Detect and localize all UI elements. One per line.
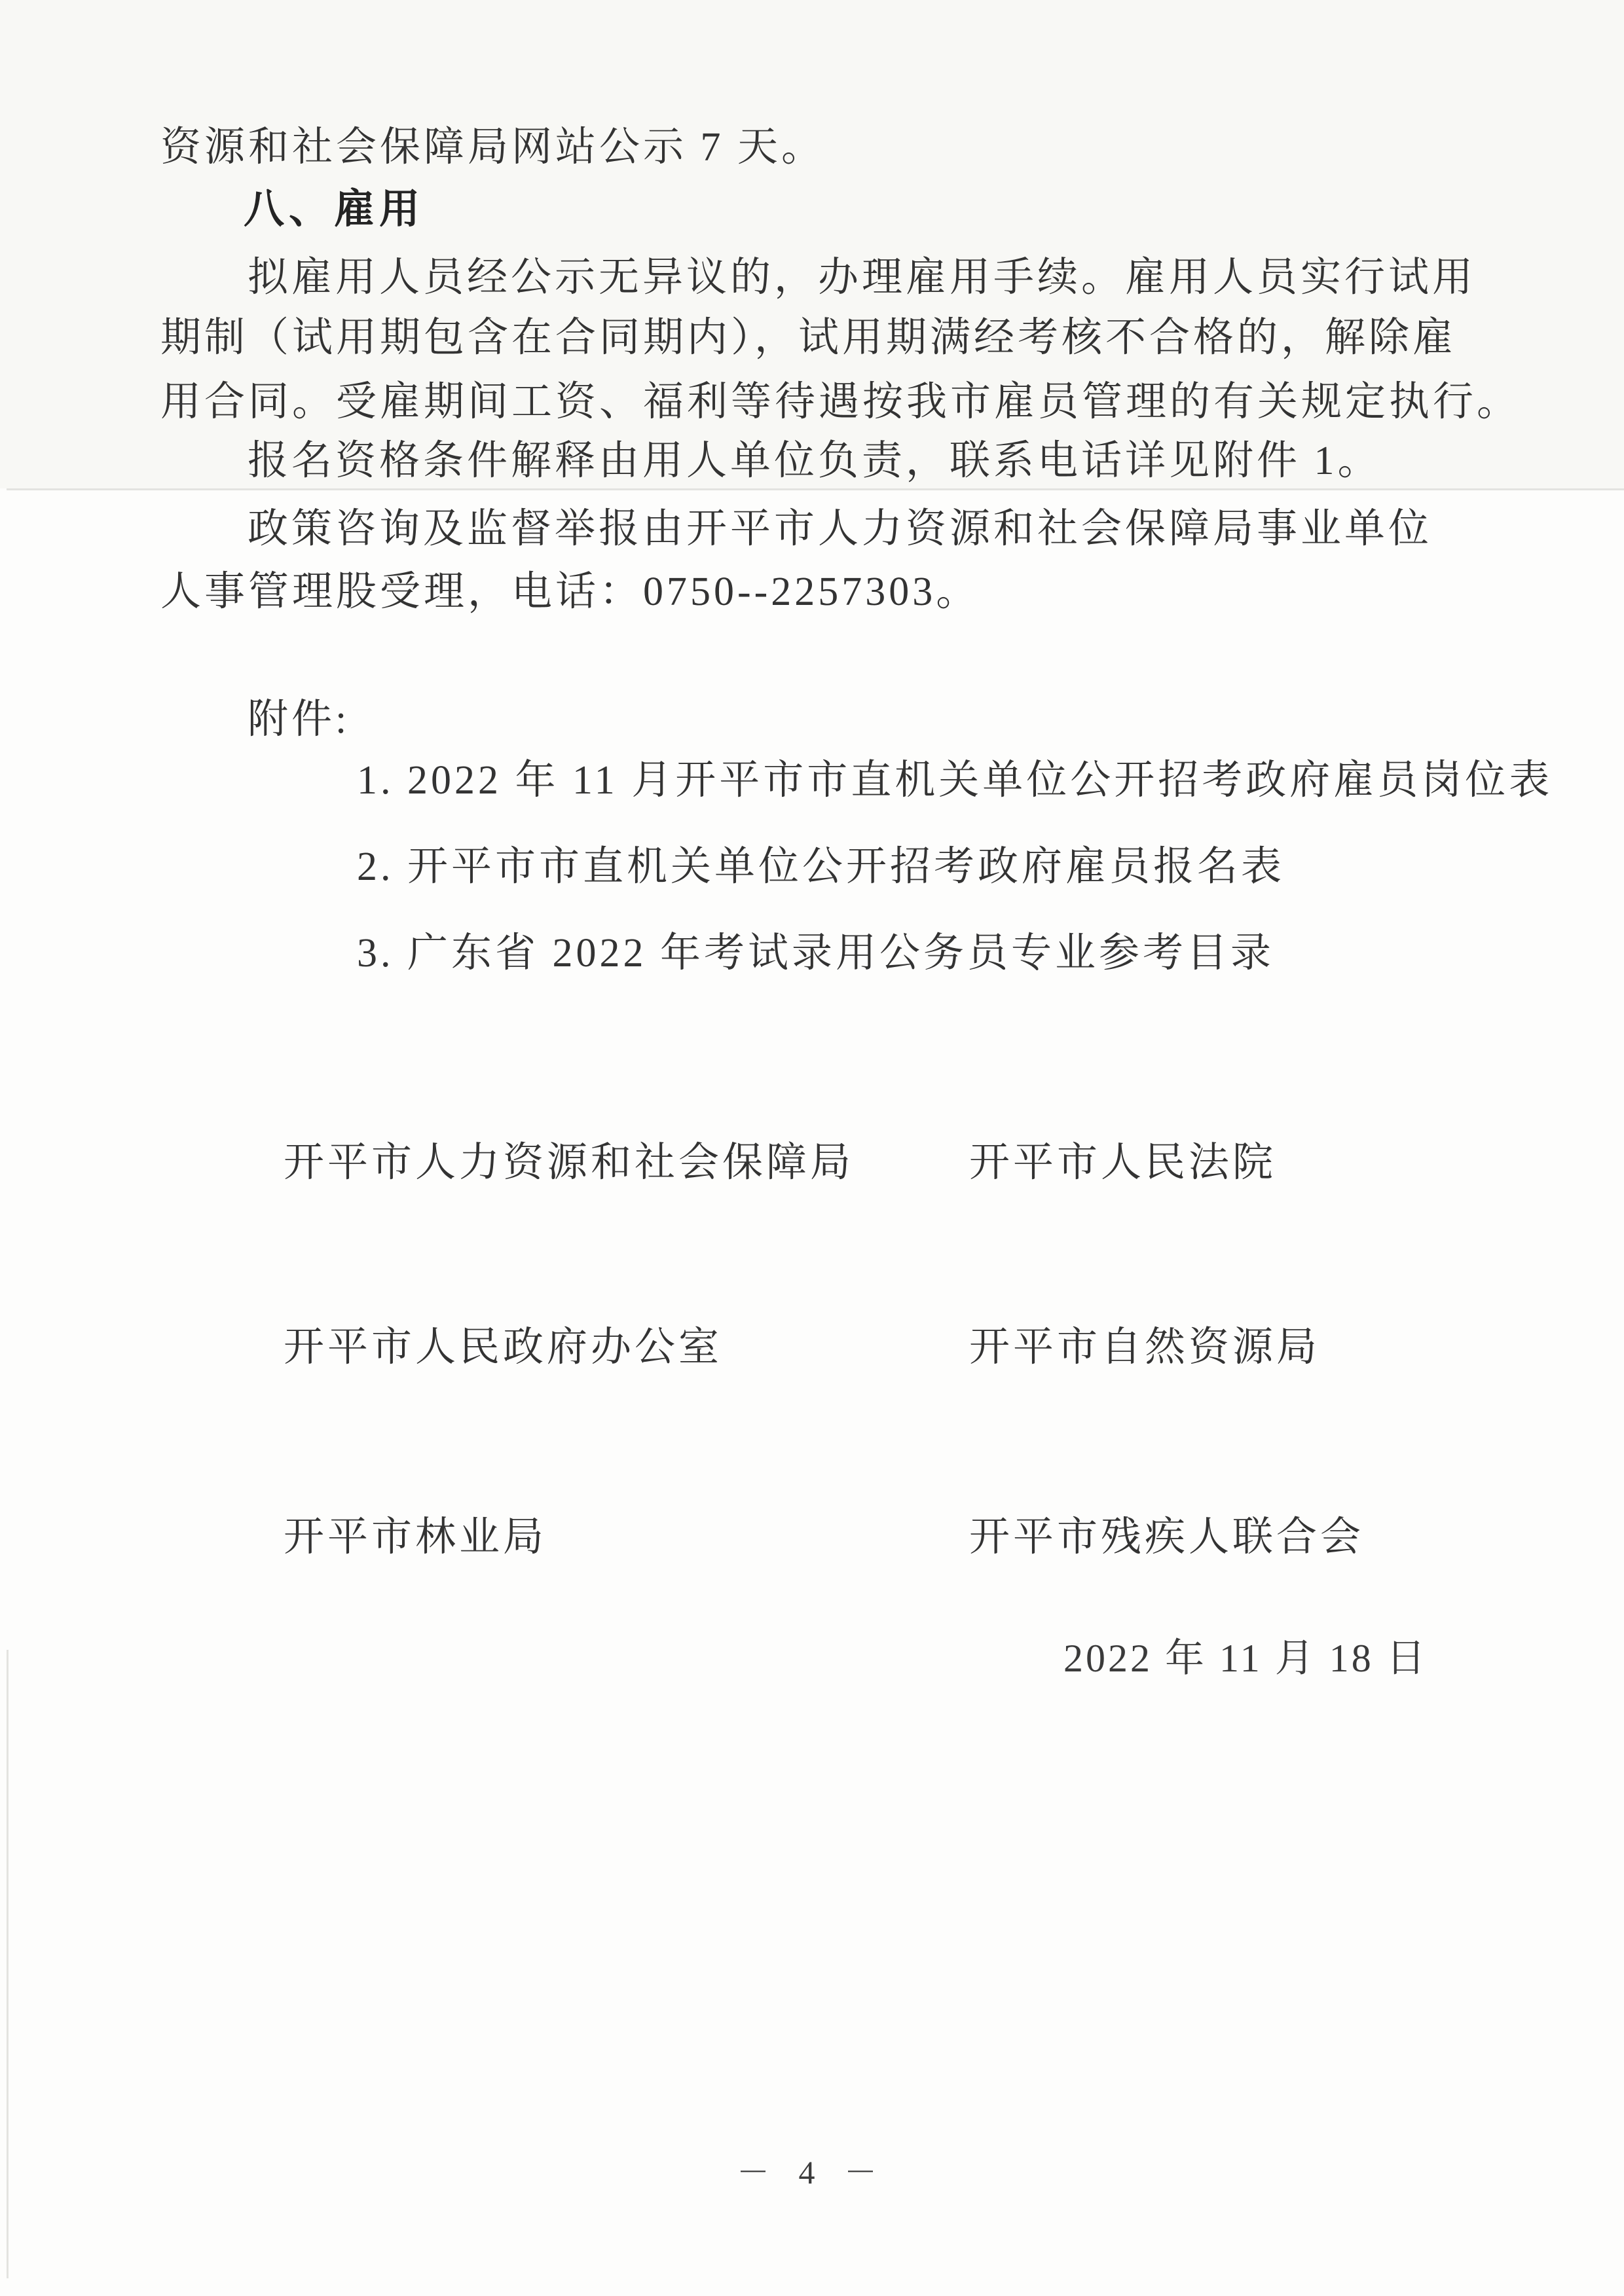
- signature-hrss-bureau: 开平市人力资源和社会保障局: [284, 1140, 855, 1185]
- attachments-label: 附件:: [248, 697, 350, 742]
- body-line-qualification: 报名资格条件解释由用人单位负责，联系电话详见附件 1。: [248, 439, 1382, 483]
- body-line-hiring-3: 用合同。受雇期间工资、福利等待遇按我市雇员管理的有关规定执行。: [160, 380, 1521, 424]
- attachment-item-1: 1. 2022 年 11 月开平市市直机关单位公开招考政府雇员岗位表: [357, 758, 1553, 803]
- attachment-item-2: 2. 开平市市直机关单位公开招考政府雇员报名表: [357, 845, 1285, 889]
- body-line-publicity: 资源和社会保障局网站公示 7 天。: [160, 125, 826, 170]
- body-line-hiring-1: 拟雇用人员经公示无异议的，办理雇用手续。雇用人员实行试用: [248, 255, 1477, 300]
- signature-disabled-persons-federation: 开平市残疾人联合会: [969, 1515, 1365, 1559]
- signature-natural-resources-bureau: 开平市自然资源局: [969, 1325, 1321, 1370]
- issue-date: 2022 年 11 月 18 日: [1063, 1637, 1428, 1680]
- body-line-policy-1: 政策咨询及监督举报由开平市人力资源和社会保障局事业单位: [248, 507, 1433, 551]
- body-line-policy-2: 人事管理股受理，电话：0750--2257303。: [160, 570, 980, 614]
- body-line-hiring-2: 期制（试用期包含在合同期内），试用期满经考核不合格的，解除雇: [160, 316, 1457, 360]
- signature-peoples-court: 开平市人民法院: [969, 1140, 1277, 1185]
- signature-forestry-bureau: 开平市林业局: [284, 1515, 547, 1559]
- page-number: － 4 －: [737, 2154, 887, 2191]
- section-heading-employment: 八、雇用: [244, 187, 425, 232]
- scan-divider-line: [7, 488, 1624, 490]
- attachment-item-3: 3. 广东省 2022 年考试录用公务员专业参考目录: [357, 931, 1275, 975]
- signature-gov-office: 开平市人民政府办公室: [284, 1325, 723, 1370]
